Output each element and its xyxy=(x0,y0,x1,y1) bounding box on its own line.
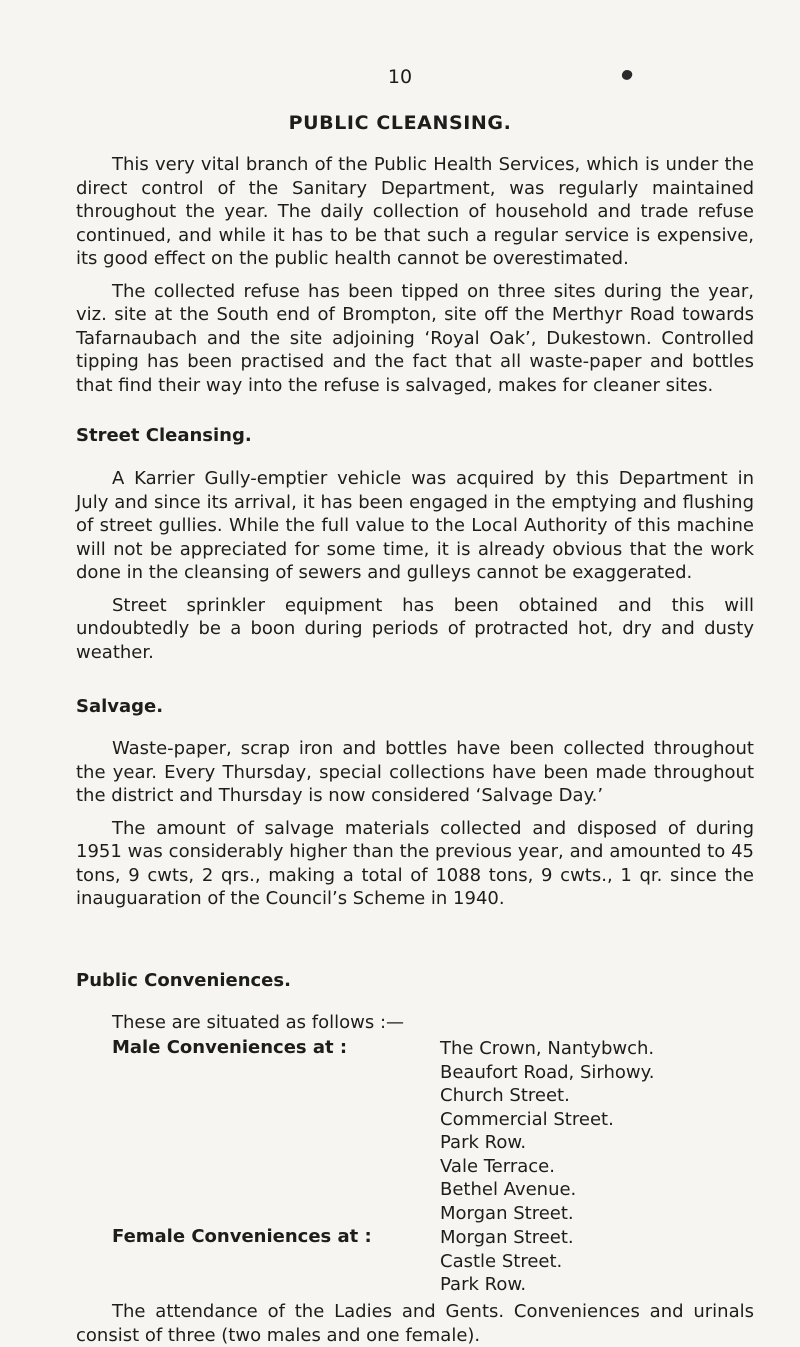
intro-paragraph-2: The collected refuse has been tipped on three sites during the year, viz. site at the South end of Brompton, site off the Merthyr Road towards Tafarnaubach and the site adjoining ‘Royal Oak’, Dukestown. Controlled tipping has been practised and the fact that all waste-paper and bottles that find their way into the refuse is salvaged, makes for cleaner sites. xyxy=(76,280,754,396)
list-item: Beaufort Road, Sirhowy. xyxy=(440,1061,655,1083)
page-title: PUBLIC CLEANSING. xyxy=(288,112,512,134)
list-item: Park Row. xyxy=(440,1132,527,1153)
street-cleansing-paragraph-1: A Karrier Gully-emptier vehicle was acquired by this Department in July and since its arrival, it has been engaged in the emptying and flushing of street gullies. While the full value to the Local Authority of this machine will not be appreciated for some time, it is already obvious that the work done in the cleansing of sewers and gulleys cannot be exaggerated. xyxy=(76,468,754,583)
intro-section xyxy=(76,153,754,397)
female-conveniences-label: Female Conveniences at : xyxy=(112,1226,372,1247)
list-item: The Crown, Nantybwch. xyxy=(440,1038,655,1059)
list-item: Commercial Street. xyxy=(440,1108,614,1130)
salvage-section xyxy=(76,737,754,911)
salvage-paragraph-1: Waste-paper, scrap iron and bottles have been collected throughout the year. Every Thursday, special collections have been made throughout the district and Thursday is now considered ‘Salvage Day.’ xyxy=(76,738,754,806)
list-item: Church Street. xyxy=(440,1085,570,1106)
list-item: Morgan Street. xyxy=(440,1202,574,1224)
heading-public-conveniences: Public Conveniences. xyxy=(76,970,291,991)
closing-section xyxy=(76,1300,754,1347)
closing-paragraph: The attendance of the Ladies and Gents. Conveniences and urinals consist of three (two males and one female). xyxy=(76,1301,754,1346)
conveniences-intro: These are situated as follows :— xyxy=(112,1012,405,1033)
street-cleansing-section xyxy=(76,467,754,664)
list-item: Castle Street. xyxy=(440,1250,563,1272)
intro-paragraph-1: This very vital branch of the Public Health Services, which is under the direct control of the Sanitary Department, was regularly maintained throughout the year. The daily collection of household and trade refuse continued, and while it has to be that such a regular service is expensive, its good effect on the public health cannot be overestimated. xyxy=(76,154,754,269)
list-item: Bethel Avenue. xyxy=(440,1179,577,1200)
male-conveniences-list xyxy=(440,1037,654,1225)
list-item: Morgan Street. xyxy=(440,1227,574,1248)
street-cleansing-paragraph-2: Street sprinkler equipment has been obtained and this will undoubtedly be a boon during periods of protracted hot, dry and dusty weather. xyxy=(76,594,754,663)
list-item: Park Row. xyxy=(440,1274,527,1295)
list-item: Vale Terrace. xyxy=(440,1155,555,1177)
male-conveniences-label: Male Conveniences at : xyxy=(112,1037,348,1058)
female-conveniences-list xyxy=(440,1226,574,1297)
heading-salvage: Salvage. xyxy=(76,696,164,717)
heading-street-cleansing: Street Cleansing. xyxy=(76,425,252,446)
salvage-paragraph-2: The amount of salvage materials collected and disposed of during 1951 was considerably higher than the previous year, and amounted to 45 tons, 9 cwts, 2 qrs., making a total of 1088 tons, 9 cwts., 1 qr. since the inauguaration of the Council’s Scheme in 1940. xyxy=(76,817,754,909)
page-number: 10 xyxy=(387,66,413,88)
